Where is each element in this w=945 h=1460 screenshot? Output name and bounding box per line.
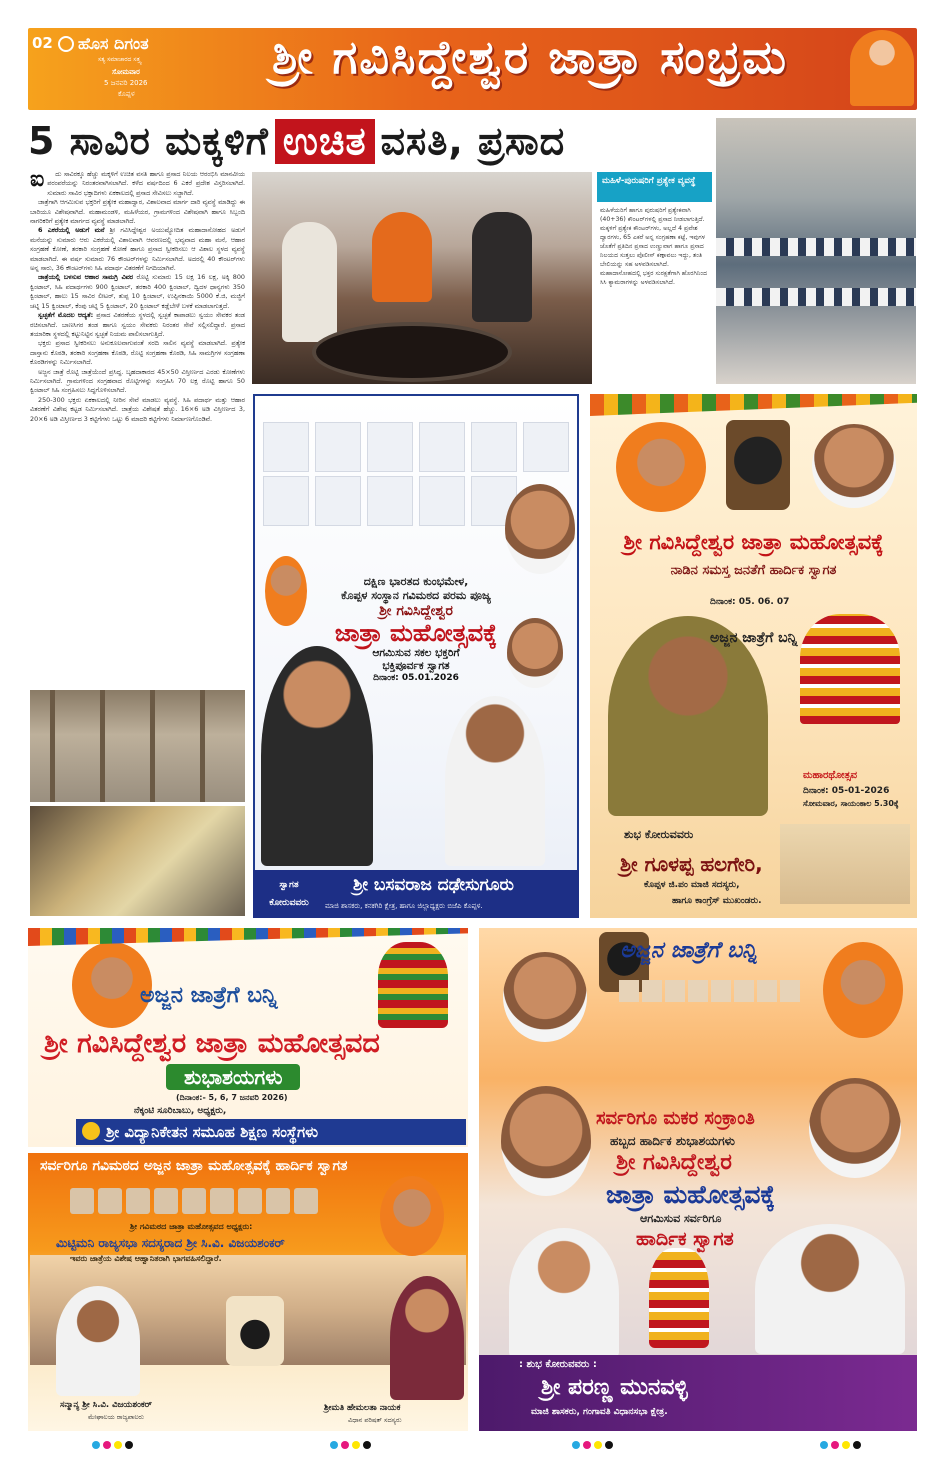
ad3-line2: ಶ್ರೀ ಗವಿಸಿದ್ದೇಶ್ವರ ಜಾತ್ರಾ ಮಹೋತ್ಸವದ (44, 1028, 380, 1059)
logo-text: ಹೊಸ ದಿಗಂತ (78, 34, 149, 53)
article-paragraph: ಜಾತ್ರೆಗಾಗಿ ಆಗಮಿಸುವ ಭಕ್ತರಿಗೆ ಪ್ರತ್ಯೇಕ ಮಹಾದ್ವಾರ, ವಿಶಾಲವಾದ ಮಾರ್ಗ ದಾರಿ ವ್ಯವಸ್ಥೆ ಮಾಡಿದ್ದು ಈ ಬಾರಿಯೂ ವಿಶೇಷವಾಗಿದೆ. ಮಹಾಮಂಡಳಿ, ಮಹಿಳೆಯರ, ಗ್ರಾಮಗಳಿಂದ ವಿಶೇಷವಾಗಿ ಹಾಗೂ ಸಿಬ್ಬಂದಿ ನಾಗರಿಕರಿಗೆ ಪ್ರತ್ಯೇಕ ಮಾರ್ಗದ ವ್ಯವಸ್ಥೆ ಮಾಡಲಾಗಿದೆ. (30, 198, 245, 226)
ad4-line2: ಮಿಟ್ಟಿಮನಿ ರಾಜ್ಯಸಭಾ ಸದಸ್ಯರಾದ ಶ್ರೀ ಸಿ.ವಿ. ವಿಜಯಶಂಕರ್ (56, 1236, 285, 1250)
ad5-title: ಅಜ್ಜನ ಜಾತ್ರೆಗೆ ಬನ್ನಿ (620, 938, 758, 963)
article-body (30, 170, 245, 686)
ad1-name: ಶ್ರೀ ಗವಿಸಿದ್ದೇಶ್ವರ (379, 603, 453, 619)
article-subhead: ಜಾತ್ರೆಯಲ್ಲಿ ಬಳಸುವ ಆಹಾರ ಸಾಮಗ್ರಿ ವಿವರ (38, 273, 134, 282)
edition-place: ಕೊಪ್ಪಳ (118, 90, 135, 98)
ad4-person1-name: ಸನ್ಮಾನ್ಯ ಶ್ರೀ ಸಿ.ವಿ. ವಿಜಯಶಂಕರ್ (60, 1400, 152, 1410)
page-number: 02 (32, 34, 53, 52)
ad2-role1: ಕೊಪ್ಪಳ ಜಿ.ಪಂ ಮಾಜಿ ಸದಸ್ಯರು, (644, 880, 740, 890)
portrait-vijayashankar (56, 1286, 140, 1396)
newspaper-logo (58, 33, 149, 55)
ad4-invite: ಶ್ರೀ ಗವಿಮಠದ ಜಾತ್ರಾ ಮಹೋತ್ಸವದ ಅಧ್ಯಕ್ಷರು: (130, 1222, 253, 1231)
sidebar-heading: ಮಹಿಳೆ-ಪುರುಷರಿಗೆ ಪ್ರತ್ಯೇಕ ವ್ಯವಸ್ಥೆ (597, 172, 712, 202)
article-paragraph: ಪ್ರಸಾದ ವಿತರಣೆಯ ಸ್ಥಳದಲ್ಲಿ ಸ್ವಚ್ಛತೆ ಕಾಪಾಡಲು ಸ್ವಯಂ ಸೇವಕರ ತಂಡ ರಚಿಸಲಾಗಿದೆ. ಬಾಣಸಿಗರ ತಂಡ ಹಾಗೂ ಸ್ವಯಂ ಸೇವಕರು ನಿರಂತರ ಸೇವೆ ಸಲ್ಲಿಸಲಿದ್ದಾರೆ. ಪ್ರಸಾದ ತಯಾರಿಕಾ ಸ್ಥಳದಲ್ಲಿ ಕಟ್ಟುನಿಟ್ಟಿನ ಸ್ವಚ್ಛತೆ ನಿಯಮ ಪಾಲಿಸಲಾಗುತ್ತಿದೆ. (30, 311, 245, 338)
article-paragraph: 250-300 ಭಕ್ತರು ಏಕಕಾಲದಲ್ಲಿ ನೀರಿನ ಸೇವೆ ಮಾಡಲು ವ್ಯವಸ್ಥೆ. ಸಿಹಿ ಪದಾರ್ಥ ಮತ್ತು ಆಹಾರ ವಿತರಣೆಗೆ ವಿಶೇಷ ಕಟ್ಟಡ ನಿರ್ಮಿಸಲಾಗಿದೆ. ಜಾತ್ರೆಯ ವಿಶೇಷತೆ ಹೆಚ್ಚು. 16×6 ಅಡಿ ವಿಸ್ತೀರ್ಣದ 3, 20×6 ಅಡಿ ವಿಸ್ತೀರ್ಣದ 3 ಕಟ್ಟಿಗೆಗಳು ಒಟ್ಟು 6 ಮಾದರಿ ಕಟ್ಟಿಗೆಗಳು ನಿರ್ಮಾಣಗೊಂಡಿವೆ. (30, 395, 245, 423)
ad1-sponsor: ಶ್ರೀ ಬಸವರಾಜ ದಢೇಸುಗೂರು (353, 875, 514, 895)
headline-part-1: 5 ಸಾವಿರ ಮಕ್ಕಳಿಗೆ (28, 118, 269, 163)
ad4-heading: ಸರ್ವರಿಗೂ ಗವಿಮಠದ ಅಜ್ಜನ ಜಾತ್ರಾ ಮಹೋತ್ಸವಕ್ಕೆ ಹಾರ್ದಿಕ ಸ್ವಾಗತ (40, 1158, 348, 1174)
article-paragraph: ಭಕ್ತರು ಪ್ರಸಾದ ಸ್ವೀಕರಿಸಲು ಅನುಕೂಲವಾಗುವಂತೆ ಸರದಿ ಸಾಲಿನ ವ್ಯವಸ್ಥೆ ಮಾಡಲಾಗಿದೆ. ಪ್ರತ್ಯೇಕ ದಾಸ್ತಾನು ಕೊಠಡಿ, ತರಕಾರಿ ಸಂಗ್ರಹಣಾ ಕೊಠಡಿ, ರೊಟ್ಟಿ ಸಂಗ್ರಹಣಾ ಕೊಠಡಿ, ಸಿಹಿ ಸಾಮಗ್ರಿಗಳ ಸಂಗ್ರಹಣಾ ಕೊಠಡಿಗಳನ್ನು ನಿರ್ಮಿಸಲಾಗಿದೆ. (30, 339, 245, 367)
logo-icon (58, 36, 74, 52)
ad3-org-bar (76, 1119, 466, 1145)
ad1-footer (253, 870, 579, 918)
ad1-line2: ಕೊಪ್ಪಳ ಸಂಸ್ಥಾನ ಗವಿಮಠದ ಪರಮ ಪೂಜ್ಯ (341, 589, 491, 602)
ad3-org: ಶ್ರೀ ವಿದ್ಯಾನಿಕೇತನ ಸಮೂಹ ಶಿಕ್ಷಣ ಸಂಸ್ಥೆಗಳು (106, 1123, 319, 1141)
ad1-line4: ಆಗಮಿಸುವ ಸಕಲ ಭಕ್ತರಿಗೆ (372, 647, 460, 659)
print-marks (92, 1441, 133, 1449)
ad2-title: ಶ್ರೀ ಗವಿಸಿದ್ದೇಶ್ವರ ಜಾತ್ರಾ ಮಹೋತ್ಸವಕ್ಕೆ (623, 530, 884, 554)
ad2-event: ಮಹಾರಥೋತ್ಸವ (803, 770, 858, 781)
ad5-footer (479, 1355, 917, 1431)
ad3-line1: ಅಜ್ಜನ ಜಾತ್ರೆಗೆ ಬನ್ನಿ (140, 983, 278, 1008)
ad5-line6: ಹಾರ್ದಿಕ ಸ್ವಾಗತ (636, 1228, 734, 1250)
ad5-line2: ಹಬ್ಬದ ಹಾರ್ದಿಕ ಶುಭಾಶಯಗಳು (610, 1134, 735, 1148)
edition-day: ಸೋಮವಾರ (112, 68, 140, 76)
article-paragraph: ದು ಸಾವಿರಕ್ಕೂ ಹೆಚ್ಚು ಮಕ್ಕಳಿಗೆ ಉಚಿತ ವಸತಿ ಹಾಗೂ ಪ್ರಸಾದ ನಿಲಯ ಆರಂಭಿಸಿ ಮಾನವೀಯ ಪರಂಪರೆಯನ್ನು ನಿರಂತರವಾಗಿಸಲಾಗಿದೆ. ಕಳೆದ ವರ್ಷದಿಂದ 6 ಎಕರೆ ಪ್ರದೇಶ ವಿಸ್ತರಿಸಲಾಗಿದೆ. ಸುಮಾರು ಸಾವಿರ ಭಕ್ತಾದಿಗಳು ಏಕಕಾಲದಲ್ಲಿ ಪ್ರಸಾದ ಸೇವಿಸಲು ಸಜ್ಜಾಗಿದೆ. (47, 170, 245, 197)
dropcap: ಐ (30, 170, 45, 192)
photo-rotti-stock (30, 806, 245, 916)
article-subhead: ಸ್ವಚ್ಛತೆಗೆ ಮೊದಲ ಆದ್ಯತೆ: (38, 311, 94, 320)
ad2-name: ಶ್ರೀ ಗೂಳಪ್ಪ ಹಲಗೇರಿ, (620, 852, 763, 876)
ad1-line5: ಭಕ್ತಿಪೂರ್ವಕ ಸ್ವಾಗತ (382, 660, 450, 672)
ad3-place: ನೆಕ್ಕಂಟಿ ಸೂರಿಬಾಬು, ಅಧ್ಯಕ್ಷರು, (134, 1106, 227, 1116)
photo-children-eating (716, 118, 916, 384)
ad3-line3: ಶುಭಾಶಯಗಳು (166, 1064, 300, 1090)
school-emblem-icon (82, 1122, 100, 1140)
ad4-line3: ಇವರು ಜಾತ್ರೆಯ ವಿಶೇಷ ಆಹ್ವಾನಿತರಾಗಿ ಭಾಗವಹಿಸಲಿದ್ದಾರೆ. (70, 1254, 222, 1263)
ad5-line1: ಸರ್ವರಿಗೂ ಮಕರ ಸಂಕ್ರಾಂತಿ (596, 1108, 755, 1129)
headline-part-2: ವಸತಿ, ಪ್ರಸಾದ (380, 118, 566, 163)
ad4-person2-name: ಶ್ರೀಮತಿ ಹೇಮಲತಾ ನಾಯಕ (324, 1403, 401, 1413)
ad2-date: ದಿನಾಂಕ: 05. 06. 07 (710, 597, 790, 607)
banner-title: ಶ್ರೀ ಗವಿಸಿದ್ದೇಶ್ವರ ಜಾತ್ರಾ ಸಂಭ್ರಮ (271, 30, 789, 84)
headline-highlight: ಉಚಿತ (275, 119, 375, 164)
article-paragraph: ಶ್ರೀ ಗವಿಸಿದ್ದೇಶ್ವರ ಅಯುಷ್ಯೋದಿತ ಮಹಾದಾಸೋಹದ ಅಡುಗೆ ಮನೆಯನ್ನು ಸುಮಾರು ಆರು ಎಕರೆಯಲ್ಲಿ ವಿಶಾಲವಾಗಿ ಆವರಣದಲ್ಲಿ ಭವ್ಯವಾದ ಮಹಾ ಮನೆ, ಆಹಾರ ಸಂಗ್ರಹಣೆ ಕೋಣೆ, ತರಕಾರಿ ಸಂಗ್ರಹಣೆ ಕೋಣೆ ಹಾಗೂ ಪ್ರಸಾದ ಸ್ವೀಕರಿಸಲು ಆ ವಿಶಾಲ ಸ್ಥಳದ ವ್ಯವಸ್ಥೆ ಮಾಡಲಾಗಿದೆ. ಈ ವರ್ಷ ಸುಮಾರು 76 ಕೌಂಟರ್‌ಗಳನ್ನು ನಿರ್ಮಿಸಲಾಗಿದೆ. ಅದರಲ್ಲಿ 40 ಕೌಂಟರ್‌ಗಳು ಅನ್ನ ಸಾರು, 36 ಕೌಂಟರ್‌ಗಳು ಸಿಹಿ ಪದಾರ್ಥ ವಿತರಣೆಗೆ ನಿಗದಿಯಾಗಿವೆ. (30, 226, 245, 273)
ad5-line4: ಜಾತ್ರಾ ಮಹೋತ್ಸವಕ್ಕೆ (606, 1180, 776, 1209)
ad1-role: ಮಾಜಿ ಶಾಸಕರು, ಕನಕಗಿರಿ ಕ್ಷೇತ್ರ, ಹಾಗೂ ಜಿಲ್ಲಾಧ್ಯಕ್ಷರು ಬಿಜೆಪಿ ಕೊಪ್ಪಳ. (325, 902, 483, 910)
ad5-name: ಶ್ರೀ ಪರಣ್ಣ ಮುನವಳ್ಳಿ (541, 1375, 688, 1400)
article-paragraph: ರೊಟ್ಟಿ ಸುಮಾರು 15 ಲಕ್ಷ 16 ಲಕ್ಷ, ಅಕ್ಕಿ 800 ಕ್ವಿಂಟಾಲ್, ಸಿಹಿ ಪದಾರ್ಥಗಳು 900 ಕ್ವಿಂಟಾಲ್, ತರಕಾರಿ 400 ಕ್ವಿಂಟಾಲ್, ದ್ವಿದಳ ಧಾನ್ಯಗಳು 350 ಕ್ವಿಂಟಾಲ್, ಹಾಲು 15 ಸಾವಿರ ಲೀಟರ್, ತುಪ್ಪ 10 ಕ್ವಿಂಟಾಲ್, ಉಪ್ಪಿನಕಾಯಿ 5000 ಕೆ.ಜಿ, ಮಜ್ಜಿಗೆ ಚಟ್ನಿ 15 ಕ್ವಿಂಟಾಲ್, ಕೆಂಪು ಚಟ್ನಿ 5 ಕ್ವಿಂಟಾಲ್, 20 ಕ್ವಿಂಟಾಲ್ ಕಡ್ಲೆಬೇಳೆ ಬಳಕೆ ಮಾಡಲಾಗುತ್ತದೆ. (30, 273, 245, 310)
ad1-line3: ಜಾತ್ರಾ ಮಹೋತ್ಸವಕ್ಕೆ (334, 619, 498, 647)
tagline: ಸತ್ಯ ಸಮಾಚಾರದ ಸತ್ತ್ವ (98, 56, 142, 63)
ad1-line1: ದಕ್ಷಿಣ ಭಾರತದ ಕುಂಭಮೇಳ, (363, 575, 469, 588)
ad2-role2: ಹಾಗೂ ಕಾಂಗ್ರೆಸ್ ಮುಖಂಡರು. (672, 896, 762, 906)
ad4-portrait-strip (70, 1188, 318, 1214)
photo-shed (30, 690, 245, 802)
ad1-text-1 (253, 575, 579, 683)
ad5-line5: ಆಗಮಿಸುವ ಸರ್ವರಿಗೂ (640, 1212, 722, 1225)
ad4-person2-role: ವಿಧಾನ ಪರಿಷತ್ ಸದಸ್ಯರು (348, 1416, 402, 1424)
swami-portrait (850, 30, 914, 106)
ad1-swagata: ಸ್ವಾಗತ ಕೋರುವವರು (269, 880, 309, 908)
ad4-person1-role: ಮೇಘಾಲಯ ರಾಜ್ಯಪಾಲರು (88, 1413, 144, 1421)
photo-cooking (252, 172, 592, 384)
ad2-event-date: ದಿನಾಂಕ: 05-01-2026 (803, 786, 890, 796)
print-marks (330, 1441, 371, 1449)
article-subhead: 6 ಎಕರೆಯಲ್ಲಿ ಅಡುಗೆ ಮನೆ (38, 226, 105, 235)
sidebar-text: ಮಹಿಳೆಯರಿಗೆ ಹಾಗೂ ಪುರುಷರಿಗೆ ಪ್ರತ್ಯೇಕವಾಗಿ (40+36) ಕೌಂಟರ್‌ಗಳಲ್ಲಿ ಪ್ರಸಾದ ನೀಡಲಾಗುತ್ತಿದೆ. ಮಕ್ಕಳಿಗೆ ಪ್ರತ್ಯೇಕ ಕೌಂಟರ್‌ಗಳು, ಅಲ್ಲದೆ 4 ಪ್ರವೇಶ ದ್ವಾರಗಳು, 65 ಎಕರೆ ಅನ್ನ ಸಂಗ್ರಹಣಾ ಕಟ್ಟೆ, ಇವುಗಳ ಜೊತೆಗೆ ಪ್ರತಿದಿನ ಪ್ರಸಾದ ಉಣ್ಣುವಾಗ ಹಾಗೂ ಪ್ರಸಾದ ನಿಲಯದ ಸುತ್ತಲು ಪೊಲೀಸ್ ಕಣ್ಗಾವಲು ಇದ್ದು, ತಂತಿ ಬೇಲಿಯನ್ನು ಸಹ ಅಳವಡಿಸಲಾಗಿದೆ. ಮಹಾದಾಸೋಹದಲ್ಲಿ ಭಕ್ತರ ಸುರಕ್ಷತೆಗಾಗಿ ಹೊರಗಿನಿಂದ ಸಿಸಿ ಕ್ಯಾಮರಾಗಳನ್ನು ಅಳವಡಿಸಲಾಗಿದೆ. (600, 207, 708, 286)
deity-emblem (226, 1296, 284, 1366)
edition-date: 5 ಜನವರಿ 2026 (104, 79, 148, 87)
ad2-text (590, 530, 917, 578)
swami-portrait (380, 1176, 444, 1256)
page-headline (28, 117, 708, 165)
ad2-event-time: ಸೋಮವಾರ, ಸಾಯಂಕಾಲ 5.30ಕ್ಕೆ (803, 799, 899, 808)
ad2-by: ಶುಭ ಕೋರುವವರು (624, 828, 694, 841)
print-marks (572, 1441, 613, 1449)
portrait-hemalatha (390, 1276, 464, 1400)
ad1-date: ದಿನಾಂಕ: 05.01.2026 (373, 673, 459, 683)
print-marks (820, 1441, 861, 1449)
ad2-sub: ನಾಡಿನ ಸಮಸ್ತ ಜನತೆಗೆ ಹಾರ್ದಿಕ ಸ್ವಾಗತ (670, 563, 837, 578)
article-paragraph: ಅಜ್ಜನ ಜಾತ್ರೆ ರೊಟ್ಟಿ ಜಾತ್ರೆಯೆಂದೆ ಪ್ರಸಿದ್ಧ. ಬೃಹದಾಕಾರದ 45×50 ವಿಸ್ತೀರ್ಣದ ಎರಡು ಕೋಣೆಗಳು ನಿರ್ಮಿಸಲಾಗಿದೆ. ಗ್ರಾಮಗಳಿಂದ ಸಂಗ್ರಹವಾದ ರೊಟ್ಟಿಗಳನ್ನು ಸಂಗ್ರಹಿಸಿ 70 ಲಕ್ಷ ರೊಟ್ಟಿ ಹಾಗೂ 50 ಕ್ವಿಂಟಾಲ್ ಸಿಹಿ ಸಂಗ್ರಹಿಸಲು ಸಿದ್ಧಗೊಳಿಸಲಾಗಿದೆ. (30, 367, 245, 395)
ad2-greet: ಅಜ್ಜನ ಜಾತ್ರೆಗೆ ಬನ್ನಿ (710, 630, 798, 646)
ad5-by: : ಶುಭ ಕೋರುವವರು : (519, 1359, 597, 1370)
ad5-role: ಮಾಜಿ ಶಾಸಕರು, ಗಂಗಾವತಿ ವಿಧಾನಸಭಾ ಕ್ಷೇತ್ರ. (531, 1407, 668, 1417)
ad5-line3: ಶ್ರೀ ಗವಿಸಿದ್ದೇಶ್ವರ (616, 1150, 732, 1175)
ad3-date: (ದಿನಾಂಕ:- 5, 6, 7 ಜನವರಿ 2026) (176, 1093, 288, 1102)
